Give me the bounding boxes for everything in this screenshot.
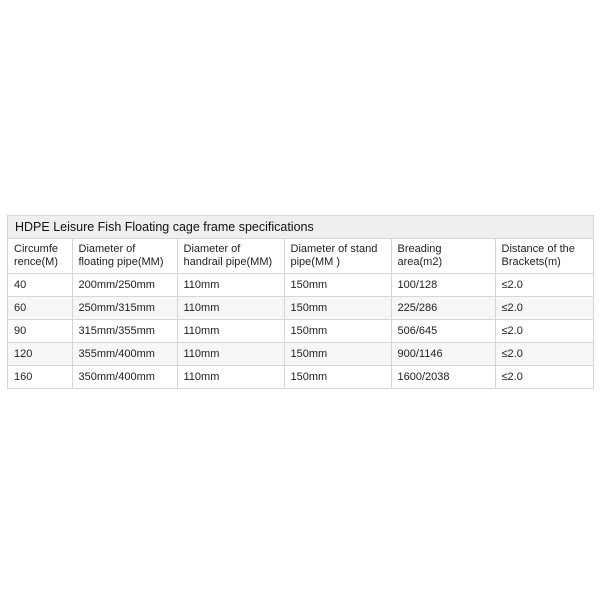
header-handrail-pipe-diameter: Diameter of handrail pipe(MM) — [177, 239, 284, 274]
cell-circumference: 160 — [8, 366, 72, 389]
cell-bracket-distance: ≤2.0 — [495, 320, 593, 343]
cell-stand-pipe: 150mm — [284, 343, 391, 366]
cell-stand-pipe: 150mm — [284, 297, 391, 320]
table-row — [8, 366, 593, 389]
cell-handrail-pipe: 110mm — [177, 297, 284, 320]
table-title: HDPE Leisure Fish Floating cage frame specifications — [8, 216, 593, 239]
table-row — [8, 297, 593, 320]
cell-bracket-distance: ≤2.0 — [495, 343, 593, 366]
cell-breading-area: 100/128 — [391, 274, 495, 297]
cell-floating-pipe: 355mm/400mm — [72, 343, 177, 366]
cell-breading-area: 506/645 — [391, 320, 495, 343]
cell-handrail-pipe: 110mm — [177, 274, 284, 297]
header-stand-pipe-diameter: Diameter of stand pipe(MM ) — [284, 239, 391, 274]
header-circumference: Circumfe rence(M) — [8, 239, 72, 274]
table-header-row — [8, 239, 593, 274]
cell-floating-pipe: 350mm/400mm — [72, 366, 177, 389]
spec-table-container — [7, 215, 594, 389]
cell-bracket-distance: ≤2.0 — [495, 274, 593, 297]
header-bracket-distance: Distance of the Brackets(m) — [495, 239, 593, 274]
cell-stand-pipe: 150mm — [284, 320, 391, 343]
table-row — [8, 343, 593, 366]
cell-floating-pipe: 250mm/315mm — [72, 297, 177, 320]
cell-stand-pipe: 150mm — [284, 366, 391, 389]
cell-breading-area: 900/1146 — [391, 343, 495, 366]
header-breading-area: Breading area(m2) — [391, 239, 495, 274]
cell-circumference: 90 — [8, 320, 72, 343]
cell-bracket-distance: ≤2.0 — [495, 297, 593, 320]
cell-breading-area: 1600/2038 — [391, 366, 495, 389]
table-row — [8, 274, 593, 297]
cell-stand-pipe: 150mm — [284, 274, 391, 297]
cell-circumference: 60 — [8, 297, 72, 320]
header-floating-pipe-diameter: Diameter of floating pipe(MM) — [72, 239, 177, 274]
cell-floating-pipe: 200mm/250mm — [72, 274, 177, 297]
cell-handrail-pipe: 110mm — [177, 343, 284, 366]
cell-bracket-distance: ≤2.0 — [501, 371, 523, 383]
spec-table — [8, 239, 593, 388]
cell-circumference: 120 — [8, 343, 72, 366]
cell-breading-area: 225/286 — [391, 297, 495, 320]
table-row — [8, 320, 593, 343]
cell-circumference: 40 — [8, 274, 72, 297]
cell-handrail-pipe: 110mm — [177, 320, 284, 343]
cell-handrail-pipe: 110mm — [177, 366, 284, 389]
cell-floating-pipe: 315mm/355mm — [72, 320, 177, 343]
